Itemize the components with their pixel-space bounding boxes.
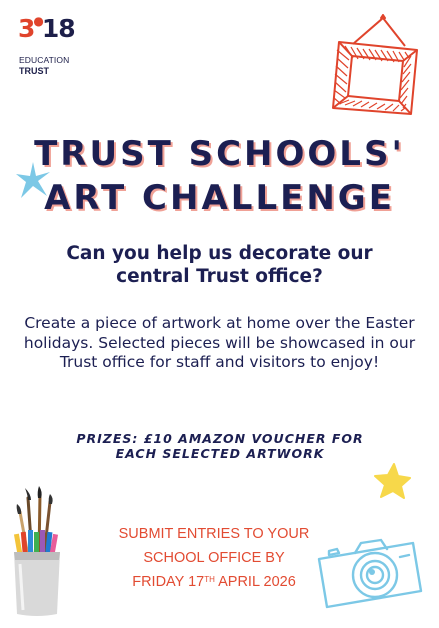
yellow-star-icon bbox=[372, 462, 412, 500]
title-line-1: TRUST SCHOOLS' bbox=[34, 134, 405, 174]
submit-date-day: FRIDAY 17 bbox=[132, 574, 205, 590]
description-text: Create a piece of artwork at home over the Easter holidays. Selected pieces will be showcased in our Trust office for staff and visitors to enjoy! bbox=[23, 314, 416, 371]
logo-dot: ● bbox=[33, 14, 43, 28]
prizes-text bbox=[40, 431, 400, 461]
trust-logo bbox=[18, 14, 98, 84]
picture-frame-icon bbox=[325, 14, 427, 118]
logo-mark bbox=[18, 14, 75, 48]
sparkle-star-icon bbox=[14, 160, 52, 200]
submit-line-2: SCHOOL OFFICE BY bbox=[143, 550, 285, 566]
logo-education: EDUCATION bbox=[19, 55, 70, 65]
logo-three: 3 bbox=[18, 14, 35, 43]
submit-line-3 bbox=[90, 570, 338, 594]
submit-instructions bbox=[90, 522, 338, 594]
submit-date-month: APRIL 2026 bbox=[214, 574, 296, 590]
submit-date-suffix: TH bbox=[204, 575, 215, 584]
prizes-line-1: PRIZES: £10 AMAZON VOUCHER FOR bbox=[76, 431, 364, 446]
logo-eighteen: 18 bbox=[41, 14, 75, 43]
paint-brushes-jar-icon bbox=[10, 486, 68, 620]
title-line-2: ART CHALLENGE bbox=[44, 178, 395, 218]
submit-line-1: SUBMIT ENTRIES TO YOUR bbox=[118, 526, 310, 542]
headline-question: Can you help us decorate our central Trust office? bbox=[66, 243, 373, 287]
camera-icon bbox=[315, 533, 427, 613]
prizes-line-2: EACH SELECTED ARTWORK bbox=[115, 446, 325, 461]
logo-trust: TRUST bbox=[19, 66, 49, 76]
